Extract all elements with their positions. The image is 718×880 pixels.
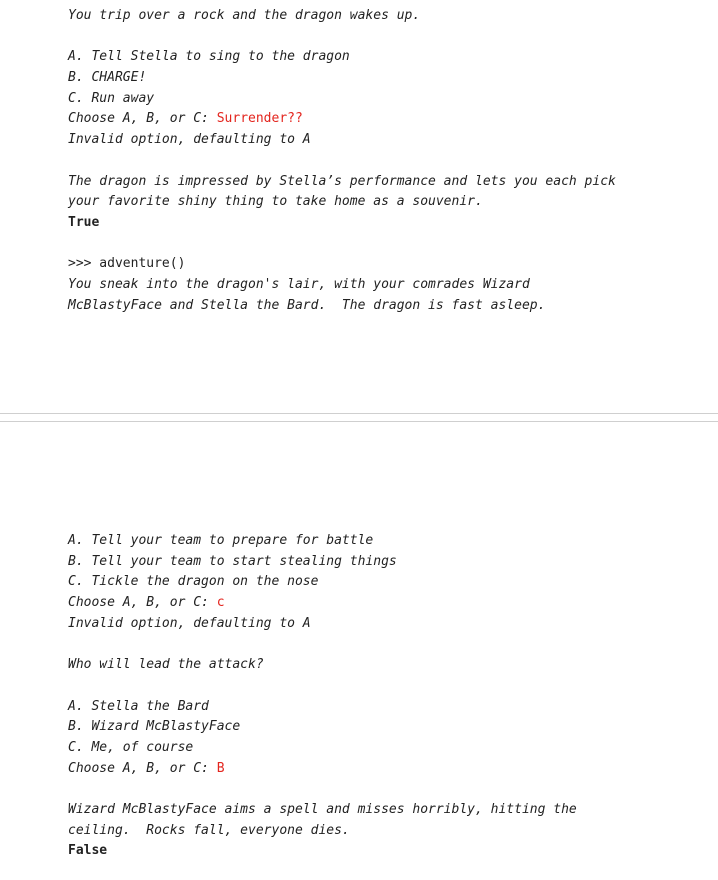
user-input: Surrender?? bbox=[216, 111, 303, 127]
leader-option-b: B. Wizard McBlastyFace bbox=[68, 719, 241, 735]
option-a: A. Tell Stella to sing to the dragon bbox=[68, 49, 350, 65]
option-a: A. Tell your team to prepare for battle bbox=[68, 533, 374, 548]
blank-line bbox=[68, 676, 698, 697]
choice-prompt: Choose A, B, or C: bbox=[68, 760, 217, 776]
choice-prompt: Choose A, B, or C: bbox=[68, 595, 217, 611]
choice-prompt-line bbox=[68, 109, 698, 130]
console-output-top bbox=[68, 6, 698, 316]
invalid-option-message: Invalid option, defaulting to A bbox=[68, 132, 311, 148]
story-line: You sneak into the dragon's lair, with your comrades Wizard bbox=[68, 276, 530, 292]
result-line: The dragon is impressed by Stella’s performance and lets you each pick bbox=[68, 173, 616, 189]
option-c: C. Tickle the dragon on the nose bbox=[68, 574, 319, 590]
blank-line bbox=[68, 27, 698, 48]
story-line: You trip over a rock and the dragon wakes up. bbox=[68, 8, 421, 23]
outcome-line: ceiling. Rocks fall, everyone dies. bbox=[68, 822, 350, 838]
return-value: True bbox=[68, 214, 100, 230]
leader-option-c: C. Me, of course bbox=[68, 739, 194, 755]
page-divider-top bbox=[0, 413, 718, 414]
blank-line bbox=[68, 234, 698, 255]
leader-option-a: A. Stella the Bard bbox=[68, 698, 209, 714]
user-input: c bbox=[216, 595, 225, 611]
page-divider-bottom bbox=[0, 421, 718, 422]
blank-line bbox=[68, 151, 698, 172]
user-input: B bbox=[216, 760, 225, 776]
console-output-bottom bbox=[68, 531, 698, 862]
outcome-line: Wizard McBlastyFace aims a spell and misses horribly, hitting the bbox=[68, 801, 577, 817]
invalid-option-message: Invalid option, defaulting to A bbox=[68, 615, 311, 631]
repl-prompt: >>> adventure() bbox=[68, 256, 186, 272]
result-line: your favorite shiny thing to take home as a souvenir. bbox=[68, 194, 483, 210]
blank-line bbox=[68, 634, 698, 655]
option-c: C. Run away bbox=[68, 90, 155, 106]
choice-prompt-line bbox=[68, 759, 698, 780]
blank-line bbox=[68, 779, 698, 800]
choice-prompt-line bbox=[68, 593, 698, 614]
option-b: B. CHARGE! bbox=[68, 70, 147, 86]
question-line: Who will lead the attack? bbox=[68, 657, 264, 673]
choice-prompt: Choose A, B, or C: bbox=[68, 111, 217, 127]
story-line: McBlastyFace and Stella the Bard. The dragon is fast asleep. bbox=[68, 297, 546, 313]
option-b: B. Tell your team to start stealing things bbox=[68, 553, 397, 569]
return-value: False bbox=[68, 843, 108, 859]
